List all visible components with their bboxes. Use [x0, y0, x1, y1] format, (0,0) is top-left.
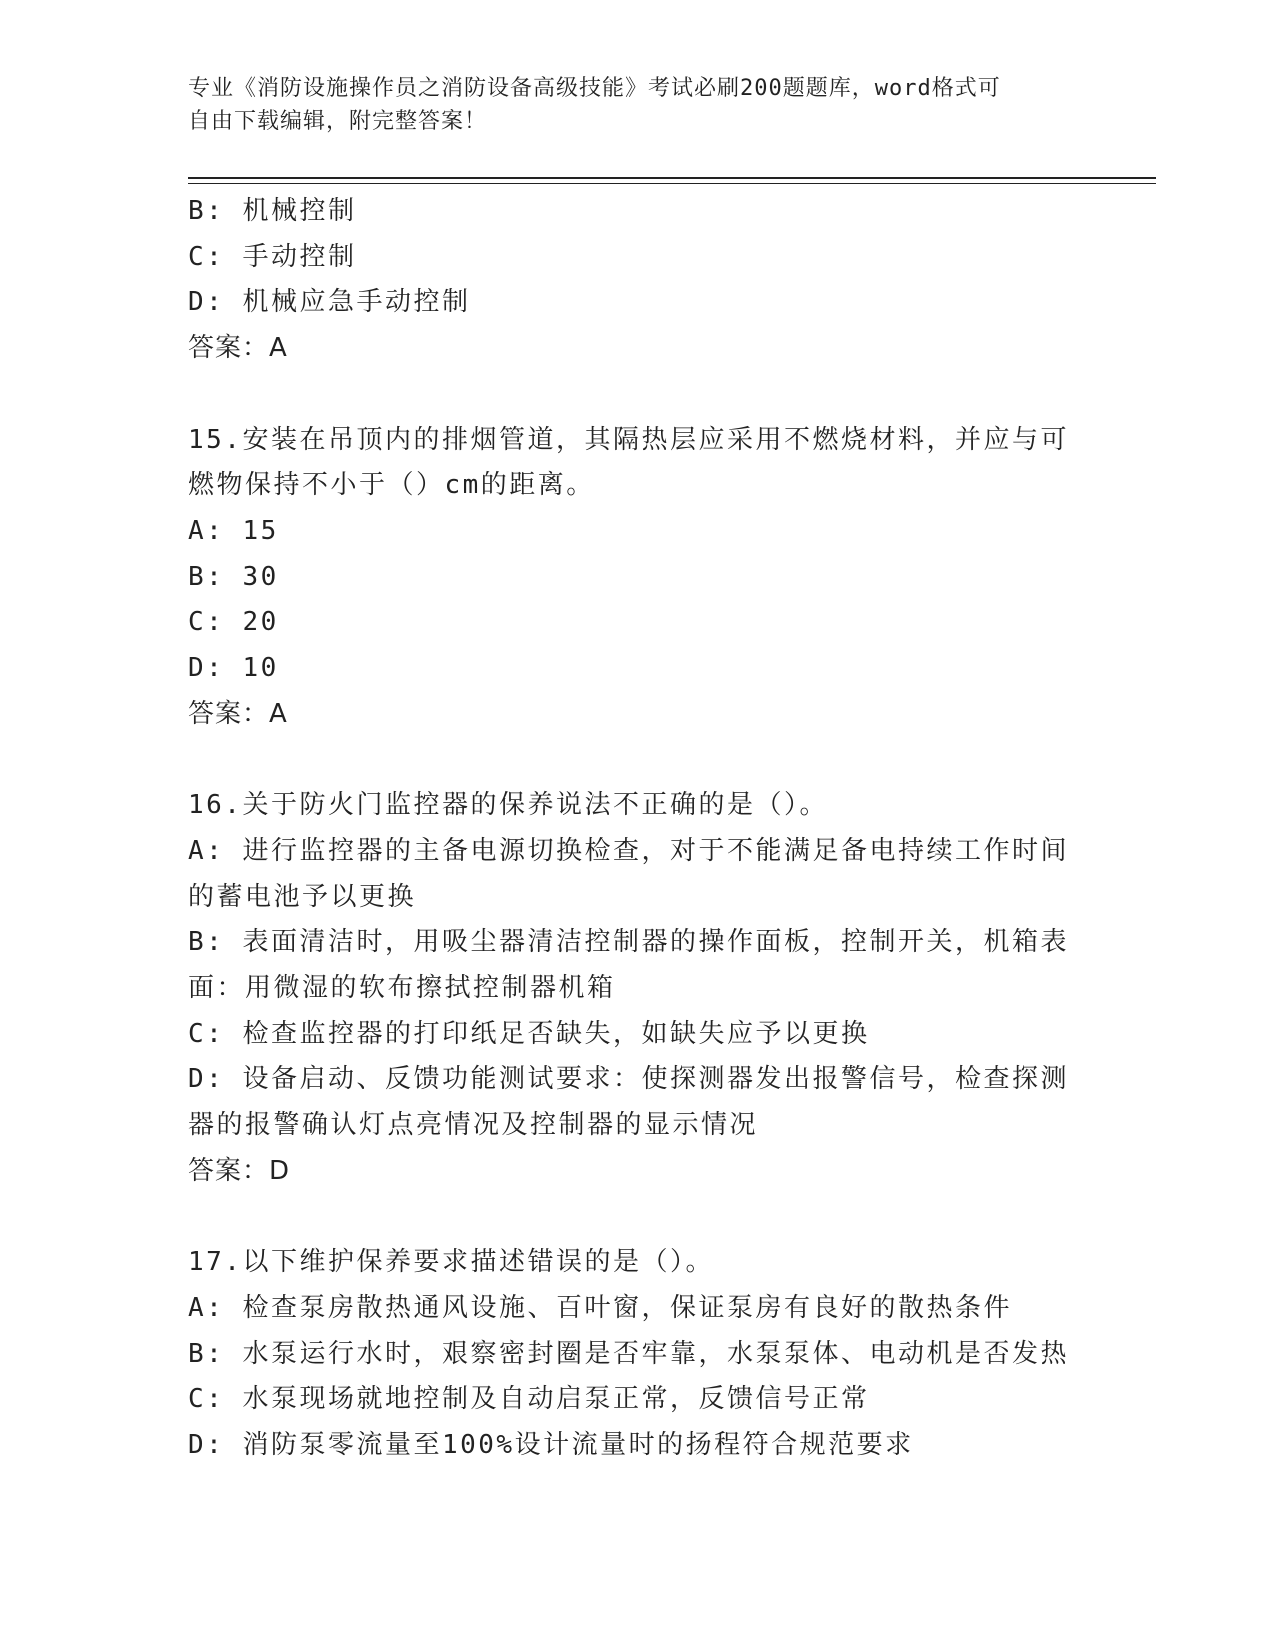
question-stem: 15.安装在吊顶内的排烟管道，其隔热层应采用不燃烧材料，并应与可: [188, 424, 1069, 455]
answer-line: 答案：A: [188, 698, 288, 729]
option-line: D: 10: [188, 653, 279, 684]
option-line: C: 20: [188, 607, 279, 638]
page-header: [188, 72, 1068, 138]
option-line: B: 机械控制: [188, 196, 357, 226]
header-divider-thin: [188, 183, 1156, 184]
option-line: B: 表面清洁时，用吸尘器清洁控制器的操作面板，控制开关，机箱表: [188, 927, 1069, 958]
option-line: D: 机械应急手动控制: [188, 287, 471, 318]
option-line: 面：用微湿的软布擦拭控制器机箱: [188, 972, 616, 1003]
header-line-2: 自由下载编辑，附完整答案！: [188, 109, 488, 134]
answer-line: 答案：A: [188, 333, 288, 364]
question-content: [188, 189, 1088, 1469]
question-stem: 17.以下维护保养要求描述错误的是（）。: [188, 1247, 714, 1278]
header-divider: [188, 177, 1156, 179]
option-line: D: 消防泵零流量至100%设计流量时的扬程符合规范要求: [188, 1429, 914, 1460]
option-line: 器的报警确认灯点亮情况及控制器的显示情况: [188, 1110, 759, 1141]
option-line: 的蓄电池予以更换: [188, 881, 417, 912]
option-line: D: 设备启动、反馈功能测试要求：使探测器发出报警信号，检查探测: [188, 1064, 1069, 1095]
question-17: [188, 1240, 1088, 1469]
option-line: A: 15: [188, 515, 279, 546]
question-stem: 燃物保持不小于（）cm的距离。: [188, 470, 595, 501]
question-15: [188, 418, 1088, 738]
option-line: C: 检查监控器的打印纸足否缺失，如缺失应予以更换: [188, 1018, 870, 1049]
question-stem: 16.关于防火门监控器的保养说法不正确的是（）。: [188, 790, 828, 821]
option-line: A: 进行监控器的主备电源切换检查，对于不能满足备电持续工作时间: [188, 835, 1069, 866]
option-line: B: 水泵运行水时，艰察密封圈是否牢靠，水泵泵体、电动机是否发热: [188, 1338, 1069, 1369]
question-16: [188, 783, 1088, 1194]
option-line: B: 30: [188, 561, 279, 592]
option-line: C: 水泵现场就地控制及自动启泵正常，反馈信号正常: [188, 1384, 870, 1415]
header-line-1: 专业《消防设施操作员之消防设备高级技能》考试必刷200题题库，word格式可: [188, 76, 1001, 101]
option-line: A: 检查泵房散热通风设施、百叶窗，保证泵房有良好的散热条件: [188, 1292, 1012, 1323]
option-line: C: 手动控制: [188, 241, 357, 272]
answer-line: 答案：D: [188, 1155, 291, 1186]
question-14-continued: [188, 189, 1088, 372]
